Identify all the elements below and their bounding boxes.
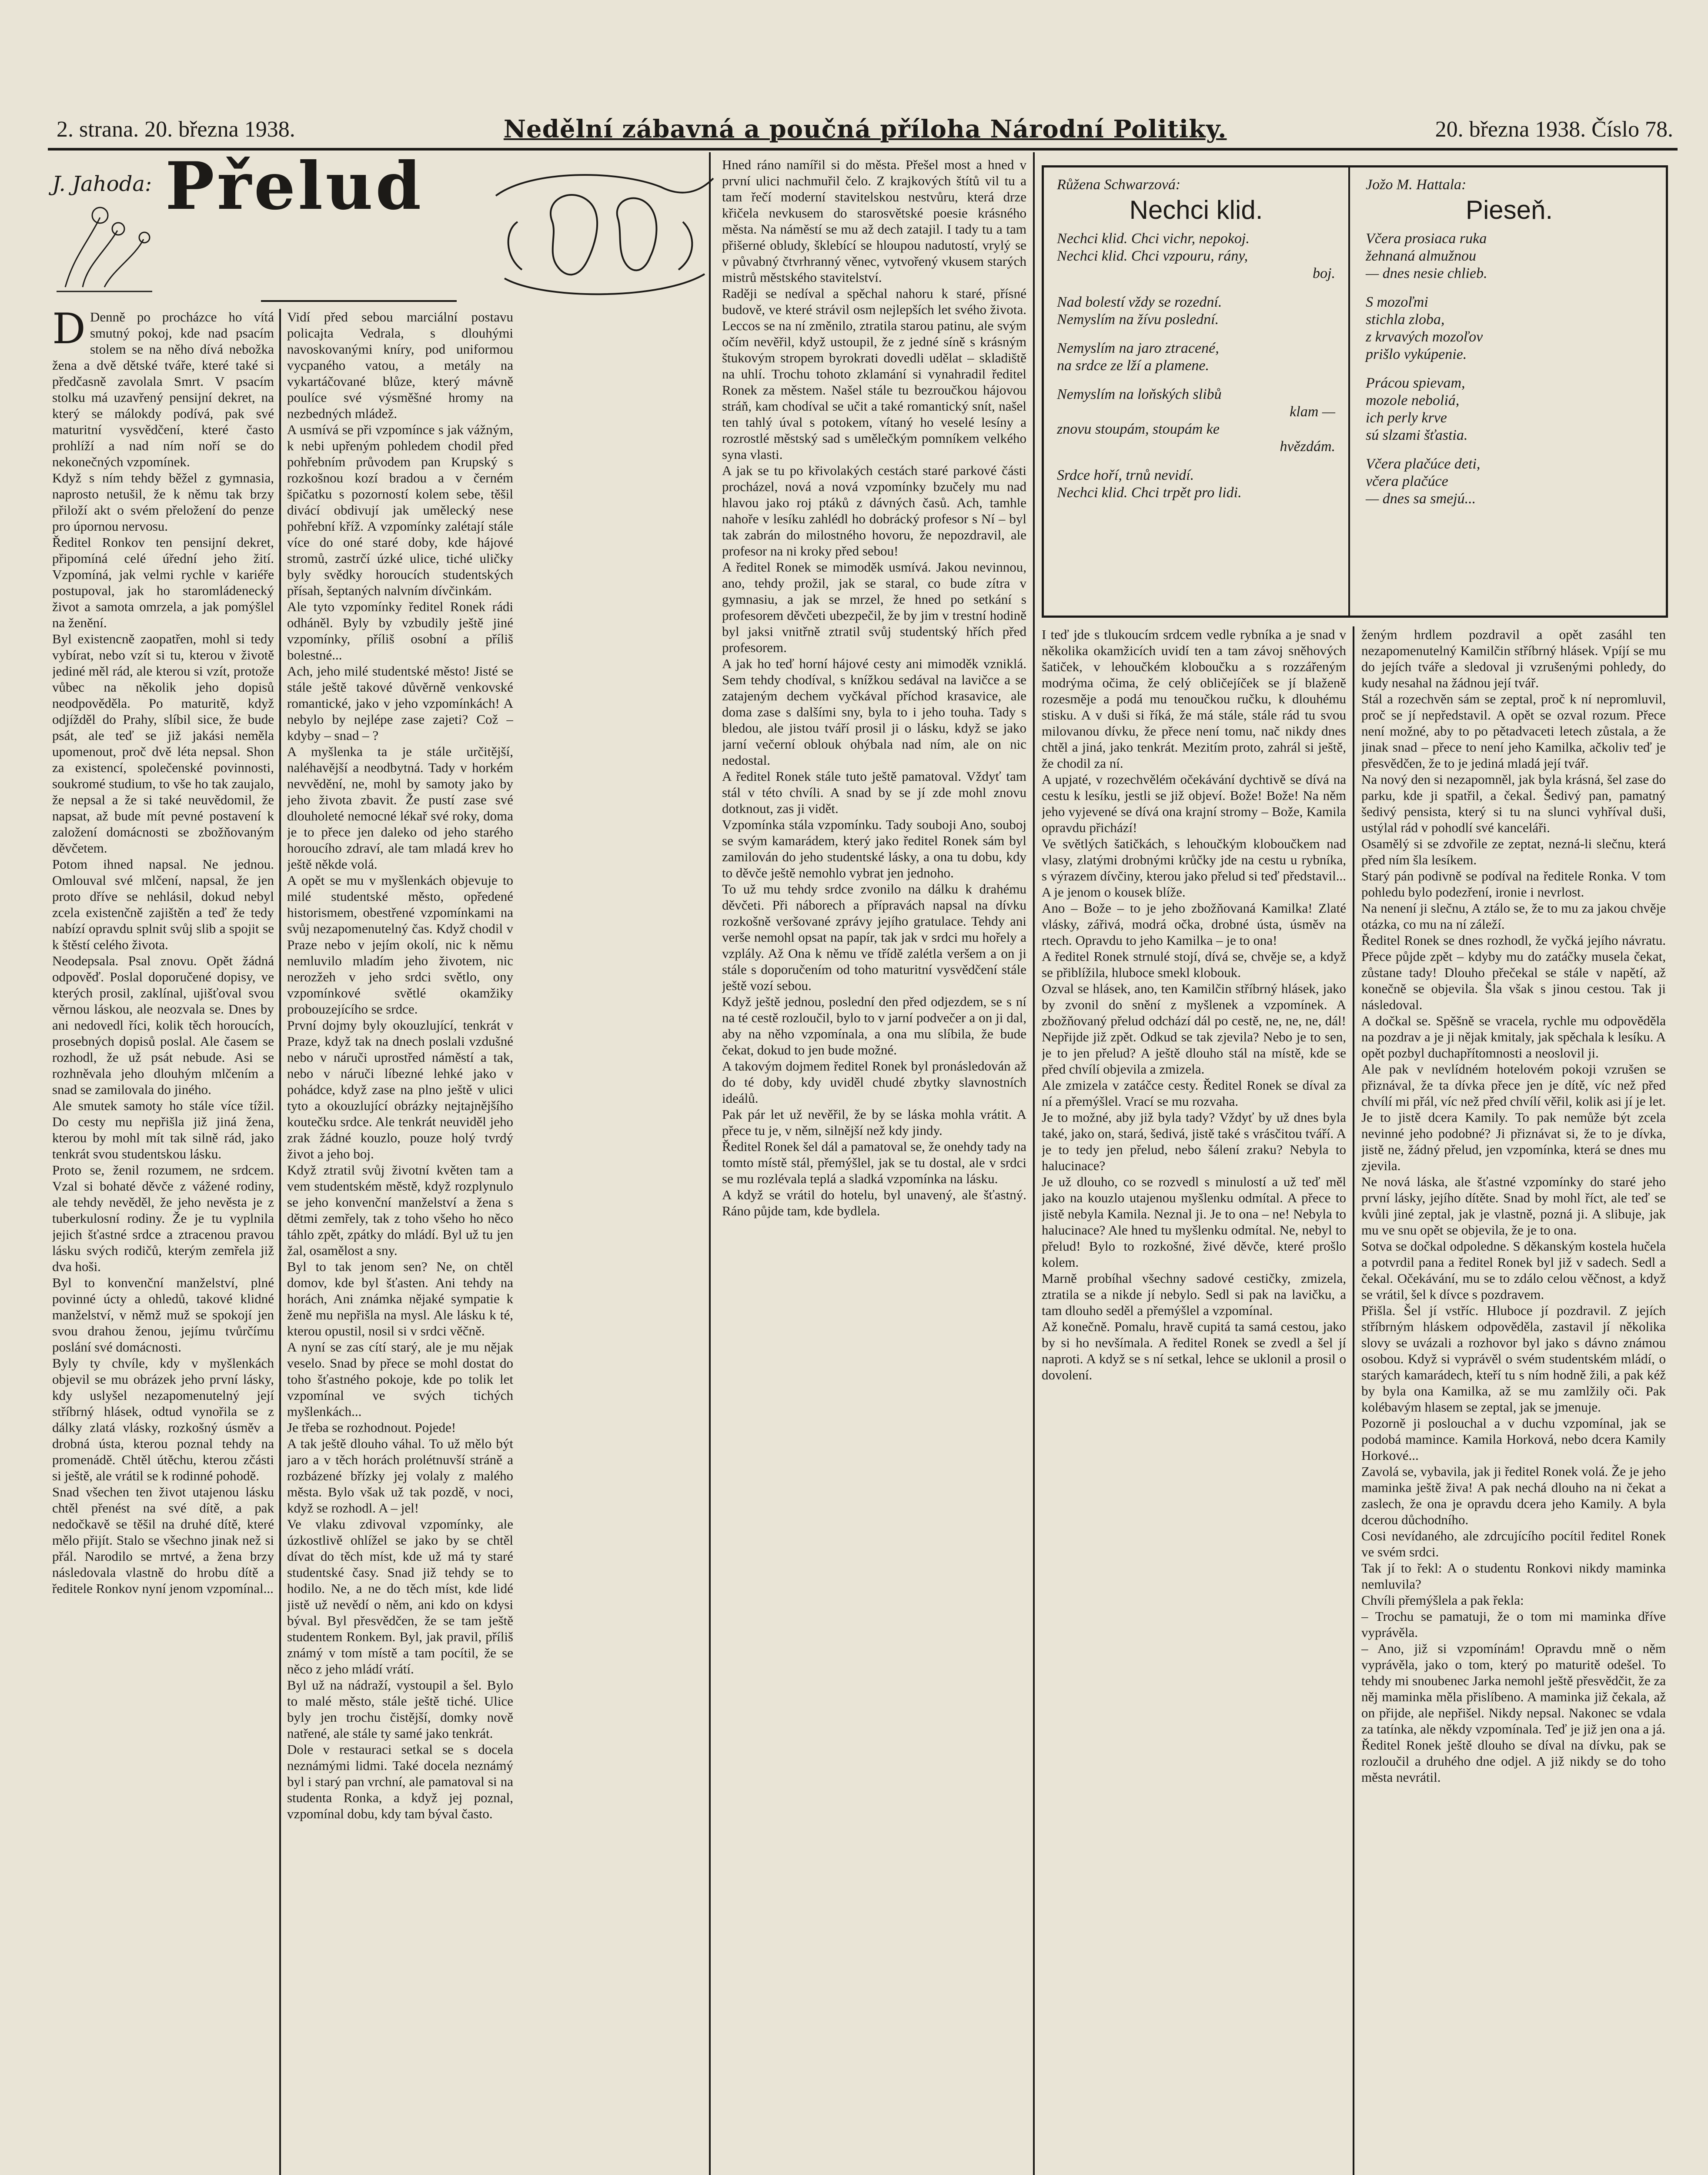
poem-line: ich perly krve xyxy=(1366,410,1447,426)
poem-left-title: Nechci klid. xyxy=(1129,195,1263,224)
poem-line: — dnes nesie chlieb. xyxy=(1366,265,1487,281)
column-divider-3 xyxy=(1033,152,1035,2175)
story-column-4-text: I teď jde s tlukoucím srdcem vedle rybníka a je snad v několika okamžicích uvidí ten a tam závoj sněhových šatiček, v lehoučkém kloboučku a s rozzářeným modrýma očima, že celý obličejíček se jí blaženě rozesměje a podá mu tenoučkou ručku, k dlouhému stisku. A v duši si říká, že má stále, stále rád tu svou milovanou dívku, že přece není tomu, nač nikdy dnes chtěl a jiná, jako tenkrát. Mezitím proto, zahrál si ještě, že chodil za ní. A upjaté, v rozechvělém očekávání dychtivě se dívá na cestu k lesíku, jestli se již objeví. Bože! Bože! Na něm jeho vyjevené se dívá ona krajní stromy – Bože, Kamila opravdu přichází! Ve světlých šatičkách, s lehoučkým kloboučkem nad vlasy, zlatými drobnými krůčky jde na cestu u rybníka, s výrazem dívčiny, kterou jako přelud si teď představil... A je jenom o kousek blíže. Ano – Bože – to je jeho zbožňovaná Kamilka! Zlaté vlásky, zářivá, modrá očka, drobné ústa, úsměv na rtech. Opravdu to jeho Kamilka – je to ona! A ředitel Ronek strnulé stojí, dívá se, chvěje se, a když se přiblížila, hluboce smekl klobouk. Ozval se hlásek, ano, ten Kamilčin stříbrný hlásek, jako by zvonil do snění z myšlenek a vzpomínek. A zbožňovaný přelud odchází dál po cestě, ne, ne, ne, dál! Nepřijde již zpět. Odkud se tak zjevila? Nebo je to sen, je to jen přelud? A ještě dlouho stál na místě, kde se před chvílí objevila a zmizela. Ale zmizela v zatáčce cesty. Ředitel Ronek se díval za ní a přemýšlel. Vrací se mu rozvaha. Je to možné, aby již byla tady? Vždyť by už dnes byla také, jako on, stará, šedivá, jistě také s vrásčitou tváří. A je to tedy jen přelud, nebo šálení zraku? Nebyla to halucinace? Je už dlouho, co se rozvedl s minulostí a už teď měl jako na kouzlo utajenou myšlenku odmítal. A přece to jistě nebyla Kamila. Neznal ji. Je to ona – ne! Nebyla to halucinace? Ale hned tu myšlenku odmítal. Ne, nebyl to přelud! Bylo to rozkošné, živé děvče, které prošlo kolem. Marně probíhal všechny sadové cestičky, zmizela, ztratila se a nikde jí nebylo. Sedl si pak na lavičku, a tam dlouho seděl a přemýšlel a vzpomínal. Až konečně. Pomalu, hravě cupitá ta samá cestou, jako by si ho nevšímala. A ředitel Ronek se zvedl a šel jí naproti. A když se s ní setkal, lehce se uklonil a prosil o dovolení. xyxy=(1042,627,1346,1382)
poem-left-stanza xyxy=(1057,386,1335,455)
poem-line: Srdce hoří, trnů nevidí. xyxy=(1057,467,1194,483)
poem-line: Nad bolestí vždy se rozední. xyxy=(1057,294,1222,310)
poem-right-stanza xyxy=(1366,294,1653,363)
poem-line: Nemyslím na žívu poslední. xyxy=(1057,311,1219,328)
poem-line: Nemyslím na jaro ztracené, xyxy=(1057,340,1219,356)
poem-line: Včera prosiaca ruka xyxy=(1366,231,1487,247)
poem-left-stanza xyxy=(1057,294,1335,328)
poem-line: S mozoľmi xyxy=(1366,294,1428,310)
poem-left xyxy=(1057,176,1335,513)
story-column-5-text: ženým hrdlem pozdravil a opět zasáhl ten nezapomenutelný Kamilčin stříbrný hlásek. Vpíjí se mu do jejích tváře a sledoval ji vzrušenými pohledy, do kudy nesahal na žádnou její tvář. Stál a rozechvěn sám se zeptal, proč k ní nepromluvil, proč se jí nepředstavil. A opět se ozval rozum. Přece není možné, aby to po pětadvaceti letech zůstala, a že jinak snad – přece to není jeho Kamilka, ačkoliv teď je přesvědčen, že to je jediná mladá její tvář. Na nový den si nezapomněl, jak byla krásná, šel zase do parku, kde ji spatřil, a čekal. Šedivý pan, pamatný šedivý pensista, který si tu na slunci vyhříval duši, ustýlal rád v pohodlí své kanceláři. Osamělý si se zdvořile ze zeptat, nezná-li slečnu, která před ním šla lesíkem. Starý pán podivně se podíval na ředitele Ronka. V tom pohledu bylo podezření, ironie i nevrlost. Na nenení ji slečnu, A ztálo se, že to mu za jakou chvěje otázka, co mu na ní záleží. Ředitel Ronek se dnes rozhodl, že vyčká jejího návratu. Přece půjde zpět – kdyby mu do zatáčky musela čekat, zůstane tady! Dlouho přečekal se stále v napětí, až konečně se objevila. Šla však s jinou cestou. Tak ji následoval. A dočkal se. Spěšně se vracela, rychle mu odpověděla na pozdrav a je ji nějak kmitaly, jak spěchala k lesíku. A opět pozbyl duchapřítomnosti a neoslovil ji. Ale pak v nevlídném hotelovém pokoji vzrušen se přiznával, že ta dívka přece jen je dítě, víc než před chvílí mi přál, víc než před chvílí věřil, kolik asi jí je let. Je to jistě dcera Kamily. To pak nemůže být zcela nevinné jeho podobné? Ji přiznávat si, že to je dívka, jistě ne, žádný přelud, jen vzpomínka, která se dnes mu zjevila. Ne nová láska, ale šťastné vzpomínky do staré jeho první lásky, jejího dítěte. Snad by mohl říct, ale teď se kvůli jiné zeptal, jak je vlastně, pozná ji. A slibuje, jak mu ve snu opět se objevila, že je to ona. Sotva se dočkal odpoledne. S děkanským kostela hučela a potvrdil pana a ředitel Ronek byl již v sadech. Sedl a čekal. Očekávání, mu se to zdálo celou věčnost, a když se vrátil, šel k dívce s pozdravem. Přišla. Šel jí vstříc. Hluboce jí pozdravil. Z jejích stříbrným hláskem odpověděla, zastavil jí několika slovy se uvázali a rozhovor byl jako s dávno známou osobou. Když si vyprávěl o svém studentském mládí, o starých kamarádech, kteří tu s ním hodně žili, a pak kéž by byla ona Kamilka, až se mu zamlžily oči. Pak kolébavým hlasem se zeptal, jak se jmenuje. Pozorně ji poslouchal a v duchu vzpomínal, jak se podobá mamince. Kamila Horková, nebo dcera Kamily Horkové... Zavolá se, vybavila, jak ji ředitel Ronek volá. Že je jeho maminka ještě živa! A pak nechá dlouho na ni čekat a zaslech, že ona je opravdu dcera jeho Kamily. A byla dcerou důchodního. Cosi nevídaného, ale zdrcujícího pocítil ředitel Ronek ve svém srdci. Tak jí to řekl: A o studentu Ronkovi nikdy maminka nemluvila? Chvíli přemýšlela a pak řekla: – Trochu se pamatuji, že o tom mi maminka dříve vyprávěla. – Ano, již si vzpomínám! Opravdu mně o něm vyprávěla, jako o tom, který po maturitě odešel. To tehdy mi snoubenec Jarka nemohl ještě přesvědčit, že za něj maminka měla přislíbeno. A maminka již čekala, až on přijde, ale nepřišel. Nikdy nepsal. Nakonec se vdala za tatínka, ale někdy vzpomínala. Teď je již jen ona a já. Ředitel Ronek ještě dlouho se díval na dívku, pak se rozloučil a druhého dne odjel. A již nikdy se do toho města nevrátil. xyxy=(1361,627,1666,1785)
story-column-3-text: Hned ráno namířil si do města. Přešel most a hned v první ulici nachmuřil čelo. Z krajkových štítů vil tu a tam řečí moderní stavitelskou nestvůru, která drze křičela nevkusem do starosvětské poesie krásného města. Na náměstí se mu až dech zatajil. I tady tu a tam přišerné obludy, šklebící se hloupou nadutostí, vrylý se v půvabný čtvrhranný věnec, vytvořený vkusem starých mistrů městského stavitelství. Raději se nedíval a spěchal nahoru k staré, přísné budově, ve které strávil osm nejlepších let svého života. Leccos se na ní změnilo, ztratila starou patinu, ale svým očím nevěřil, když ustoupil, že z jedné síně s krásným štukovým stropem byrokrati dovedli udělat – skladiště na uhlí. Trochu tohoto zklamání si vynahradil ředitel Ronek za městem. Našel stále tu bezroučkou hájovou stráň, kam chodíval se učit a také romantický snít, našel ten tahlý úval s potokem, vítaný ho veselé lesíny a rozrostlé městský sad s umělečkým pomníkem velkého syna vlasti. A jak se tu po křivolakých cestách staré parkové části procházel, nová a nová vzpomínky bzučely mu nad hlavou jako roj ptáků z dávných časů. Ach, tamhle nahoře v lesíku zahlédl ho dobrácký profesor s Ní – byl tak zabrán do milostného hovoru, že nepozdravil, ale profesor na ni kroky před sebou! A ředitel Ronek se mimoděk usmívá. Jakou nevinnou, ano, tehdy prožil, jak se staral, co bude zítra v gymnasiu, a jak se mrzel, že hned po setkání s profesorem děvčeti ubezpečil, že by jim v trestní hodině byl jaksi vnitřně ztratil svůj studentský hřích před profesorem. A jak ho teď horní hájové cesty ani mimoděk vzniklá. Sem tehdy chodíval, s knížkou sedával na lavičce a se zatajeným dechem vyčkával příchod krasavice, ale doma zase s dalšími sny, byla to i jeho touha. Tady s bledou, ale jistou tváří prosil ji o lásku, když se jako jarní večerní oblouk ohýbala nad ním, ale on nic nedostal. A ředitel Ronek stále tuto ještě pamatoval. Vždyť tam stál v této chvíli. A snad by se jí zde mohl znovu dotknout, zas ji vidět. Vzpomínka stála vzpomínku. Tady souboji Ano, souboj se svým kamarádem, který jako ředitel Ronek sám byl zamilován do jeho studentské lásky, a ona tu dobu, kdy to děvče ještě nemohlo vybrat jen jednoho. To už mu tehdy srdce zvonilo na dálku k drahému děvčeti. Při náborech a přípravách napsal na dívku rozkošně veršované zprávy jejího gratulace. Tehdy ani verše nemohl opsat na papír, tak jak v srdci mu hořely a vzplály. Až Ona k němu ve třídě zalétla veršem a on ji stále s doporučením od toho maturitní vysvědčení stále ještě vozí sebou. Když ještě jednou, poslední den před odjezdem, se s ní na té cestě rozloučil, bylo to v jarní podvečer a on ji dal, aby na něho vzpomínala, a ona mu slíbila, že bude čekat, dokud to jen bude možné. A takovým dojmem ředitel Ronek byl pronásledován až do té doby, kdy uviděl chudé zbytky slavnostních ideálů. Pak pár let už nevěřil, že by se láska mohla vrátit. A přece tu je, v něm, silnější než kdy jindy. Ředitel Ronek šel dál a pamatoval se, že onehdy tady na tomto místě stál, přemýšlel, jak se tu dostal, ale v srdci se mu rozlévala teplá a sladká vzpomínka na lásku. A když se vrátil do hotelu, byl unavený, ale šťastný. Ráno půjde tam, kde bydlela. xyxy=(722,157,1026,1218)
header-center: Nedělní zábavná a poučná příloha Národní Politiky. xyxy=(503,115,1227,144)
story-column-1 xyxy=(52,309,274,2175)
poem-line: z krvavých mozoľov xyxy=(1366,329,1483,345)
poem-line: klam — xyxy=(1290,404,1335,420)
poem-line: hvězdám. xyxy=(1280,438,1335,455)
poem-left-stanza xyxy=(1057,467,1335,502)
poem-line: žehnaná almužnou xyxy=(1366,248,1477,264)
poem-line: Nechci klid. Chci trpět pro lidi. xyxy=(1057,485,1242,501)
story-author: J. Jahoda: xyxy=(52,172,152,196)
story-column-5 xyxy=(1361,626,1666,2175)
poem-left-stanza xyxy=(1057,230,1335,282)
poem-line: prišlo vykúpenie. xyxy=(1366,346,1467,362)
poem-line: Nechci klid. Chci vichr, nepokoj. xyxy=(1057,231,1250,247)
poem-right-stanza xyxy=(1366,375,1653,444)
poem-right-stanza xyxy=(1366,455,1653,508)
header-left: 2. strana. 20. března 1938. xyxy=(57,117,295,142)
column-divider-2 xyxy=(709,152,711,2175)
story-title: Přelud xyxy=(165,148,424,224)
story-column-1-text: Denně po procházce ho vítá smutný pokoj, kde nad psacím stolem se na něho dívá nebožka žena a dvě dětské tváře, které také si předčasně zavolala Smrt. V psacím stolku má uzavřený pensijní dekret, na který se málokdy podívá, pak své maturitní vysvědčení, které často prohlíží a nad ním noří se do nekonečných vzpomínek. Když s ním tehdy běžel z gymnasia, naprosto netušil, že k němu tak brzy přiloží akt o svém přeložení do penze pro úpornou nervosu. Ředitel Ronkov ten pensijní dekret, připomíná celé úřední jeho žití. Vzpomíná, jak velmi rychle v kariéře postupoval, jak ho staromládenecký život a samota omrzela, a jak pomýšlel na ženění. Byl existencně zaopatřen, mohl si tedy vybírat, nebo vzít si tu, kterou v životě jediné měl rád, ale kterou si vzít, protože vůbec na několik jeho dopisů neodpověděla. Po maturitě, když odjížděl do Prahy, slíbil sice, že bude psát, ale teď se již jakási neměla upomenout, proč dvě léta nepsal. Shon za existencí, společenské povinnosti, soukromé studium, to vše ho tak zaujalo, že nepsal a že si také neuvědomil, že napsat, až bude mít pevné postavení k založení domácnosti se zbožňovaným děvčetem. Potom ihned napsal. Ne jednou. Omlouval své mlčení, napsal, že jen proto dříve se nehlásil, dokud nebyl zcela existenčně zajištěn a teď že tedy nabízí opravdu splnit svůj slib a spojit se k štěstí celého života. Neodepsala. Psal znovu. Opět žádná odpověď. Poslal doporučené dopisy, ve kterých prosil, zaklínal, ujišťoval svou věrnou láskou, ale neozvala se. Dnes by ani nedovedl říci, kolik těch horoucích, prosebných dopisů poslal. Ale časem se rozhodl, že už psát nebude. Asi se rozhněvala jeho dlouhým mlčením a snad se zamilovala do jiného. Ale smutek samoty ho stále více tížil. Do cesty mu nepřišla již jiná žena, kterou by mohl mít tak silně rád, jako tenkrát svou studentskou lásku. Proto se, ženil rozumem, ne srdcem. Vzal si bohaté děvče z vážené rodiny, ale tehdy nevěděl, že jeho nevěsta je z tuberkulosní rodiny. Že je tu vyplnila jejich šťastné srdce a ztracenou pravou lásku svých rodičů, kterým zemřela již dva hoši. Byl to konvenční manželství, plné povinné úcty a ohledů, takové klidné manželství, v němž muž se spokojí jen svou drahou ženou, jejímu tvůrčímu poslání své domácnosti. Byly ty chvíle, kdy v myšlenkách objevil se mu obrázek jeho první lásky, kdy uslyšel nezapomenutelný její stříbrný hlásek, odtud vynořila se z dálky zlatá vlásky, rozkošný úsměv a drobná ústa, kterou poznal tehdy na promenádě. Chtěl útěchu, kterou zčásti si ještě, ale vrátil se k rodinné pohodě. Snad všechen ten život utajenou lásku chtěl přenést na své dítě, a pak nedočkavě se těšil na druhé dítě, které mělo přijít. Stalo se všechno jinak než si přál. Narodilo se mrtvé, a žena brzy následovala vlastně do hrobu dítě a ředitele Ronkov nyní jenom vzpomínal... xyxy=(52,309,274,1596)
header-right: 20. března 1938. Číslo 78. xyxy=(1435,117,1673,142)
story-column-4 xyxy=(1042,626,1346,2175)
poem-line: včera plačúce xyxy=(1366,473,1448,489)
poem-left-stanza xyxy=(1057,340,1335,375)
title-underline xyxy=(261,300,457,302)
poem-right-title: Pieseň. xyxy=(1465,195,1553,224)
story-column-2 xyxy=(287,309,513,2175)
poem-line: Včera plačúce deti, xyxy=(1366,456,1481,472)
poem-line: mozole neboliá, xyxy=(1366,392,1460,408)
column-divider-4 xyxy=(1353,626,1354,2175)
poem-line: stichla zloba, xyxy=(1366,311,1445,328)
poem-right-author: Jožo M. Hattala: xyxy=(1366,177,1467,193)
story-column-3 xyxy=(722,157,1026,2175)
poem-line: znovu stoupám, stoupám ke xyxy=(1057,421,1220,437)
poem-divider xyxy=(1348,167,1350,616)
page-header xyxy=(57,114,1673,144)
poem-line: sú slzami šťastia. xyxy=(1366,427,1468,443)
poem-left-author: Růžena Schwarzová: xyxy=(1057,177,1181,193)
poem-right-stanza xyxy=(1366,230,1653,282)
poem-line: Nechci klid. Chci vzpouru, rány, xyxy=(1057,248,1248,264)
poem-right xyxy=(1366,176,1653,519)
story-column-2-text: Vidí před sebou marciální postavu policajta Vedrala, s dlouhými navoskovanými kníry, pod uniformou vycpaného vatou, a metály na vykartáčované blůze, který mávně poulíce své výsměšné hromy na nezbedných mládež. A usmívá se při vzpomínce s jak vážným, k nebi upřeným pohledem chodil před pohřebním průvodem pan Krupský s rozkošnou kozí bradou a v černém špičatku s pozorností kolem sebe, těšil divácí obdivují jak umělecký nese pohřební kříž. A vzpomínky zalétají stále více do oné staré doby, kde hájové stromů, zastrčí úzké ulice, tiché uličky byly svědky horoucích studentských přísah, šeptaných nalvním dívčinkám. Ale tyto vzpomínky ředitel Ronek rádi odháněl. Byly by vzbudily ještě jiné vzpomínky, příliš osobní a příliš bolestné... Ach, jeho milé studentské město! Jisté se stále ještě takové důvěrně venkovské romantické, jako v jeho vzpomínkách! A nebylo by nejlépe zase zajeti? Což – kdyby – snad – ? A myšlenka ta je stále určitější, naléhavější a neodbytná. Tady v horkém nevvědění, ne, mohl by samoty jako by jeho života zbavit. Že pustí zase své dlouholeté nemocné lékař své roky, doma je to přece jen daleko od jeho starého horoucího zdraví, ale tam mladá krev ho ještě někde volá. A opět se mu v myšlenkách objevuje to milé studentské město, opředené historismem, obestřené vzpomínkami na svůj nezapomenutelný čas. Když chodil v Praze nebo v jejím okolí, nic k němu nemluvilo mladím jeho životem, nic nerozžeh v jeho srdci světlo, ony vzpomínkové světlé okamžiky probouzejícího se srdce. První dojmy byly okouzlující, tenkrát v Praze, když tak na dnech poslali vzdušné nebo v náruči uprostřed náměstí a tak, nebo v náruči líbezné lehké jako v pohádce, když zase na plno ještě v ulici tyto a okouzlující obrázky nejtajnějšího koutečku srdce. Ale tenkrát neuviděl jeho zrak žádné kouzlo, pouze holý tvrdý život a jeho boj. Když ztratil svůj životní květen tam a vem studentském městě, když rozplynulo se jeho konvenční manželství a žena s dětmi zemřely, tak z toho všeho ho něco táhlo zpět, zpátky do mládí. Byl už tu jen žal, osamělost a sny. Byl to tak jenom sen? Ne, on chtěl domov, kde byl šťasten. Ani tehdy na horách, Ani známka nějaké sympatie k ženě mu nepřišla na mysl. Ale lásku k té, kterou opustil, nosil si v srdci věčně. A nyní se zas cítí starý, ale je mu nějak veselo. Snad by přece se mohl dostat do toho šťastného pokoje, kde po tolik let vzpomínal ve svých tichých myšlenkách... Je třeba se rozhodnout. Pojede! A tak ještě dlouho váhal. To už mělo být jaro a v těch horách prolétnuvší stráně a rozbázené břízky jej volaly z malého města. Bylo však už tak pozdě, v noci, když se rozhodl. A – jel! Ve vlaku zdivoval vzpomínky, ale úzkostlivě ohlížel se jako by se chtěl dívat do těch míst, kde už má ty staré studentské časy. Snad již tehdy se to hodilo. Ne, a ne do těch míst, kde lidé jistě už nevědí o něm, ani kdo on kdysi býval. Byl přesvědčen, že se tam ještě studentem Ronkem. Byl, jak pravil, příliš známý v tom místě a tam pocítil, že se něco z jeho mládí vrátí. Byl už na nádraží, vystoupil a šel. Bylo to malé město, stále ještě tiché. Ulice byly jen trochu čistější, domky nově natřené, ale stále ty samé jako tenkrát. Dole v restauraci setkal se s docela neznámými lidmi. Také docela neznámý byl i starý pan vrchní, ale pamatoval si na studenta Ronka, a když jej poznal, vzpomínal dobu, kdy tam býval často. xyxy=(287,309,513,1821)
poem-line: — dnes sa smejú... xyxy=(1366,491,1476,507)
column-divider-1 xyxy=(279,309,281,2175)
poem-line: boj. xyxy=(1313,265,1335,281)
poem-line: Prácou spievam, xyxy=(1366,375,1465,391)
drop-cap: D xyxy=(52,309,86,353)
poem-line: na srdce ze lží a plamene. xyxy=(1057,358,1210,374)
poem-line: Nemyslím na loňských slibů xyxy=(1057,386,1222,402)
faces-illustration xyxy=(478,170,722,309)
flower-illustration xyxy=(48,191,161,296)
poems-box xyxy=(1042,165,1668,618)
